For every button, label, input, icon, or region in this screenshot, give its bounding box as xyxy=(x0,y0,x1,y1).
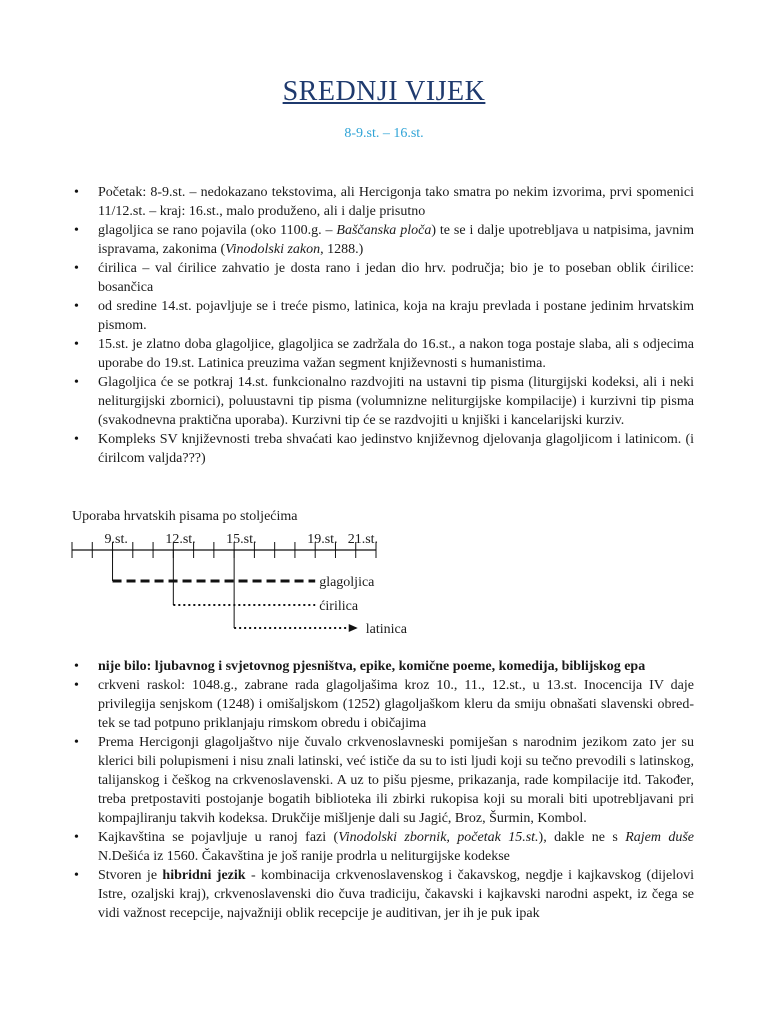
list-item-text: Vinodolski zakon xyxy=(225,242,321,257)
list-item-text: nije bilo: ljubavnog i svjetovnog pjesništva, epike, komične poeme, komedija, biblijskog epa xyxy=(98,659,646,674)
bullet-list-details xyxy=(72,657,694,923)
list-item xyxy=(72,828,694,866)
list-item-text: Baščanska ploča xyxy=(336,223,432,238)
axis-tick-label: 12.st. xyxy=(165,532,196,547)
series-label: latinica xyxy=(365,622,407,637)
axis-tick-label: 15.st. xyxy=(226,532,257,547)
page-subtitle: 8-9.st. – 16.st. xyxy=(344,126,424,141)
list-item xyxy=(72,866,694,923)
list-item-text: Glagoljica će se potkraj 14.st. funkcionalno razdvojiti na ustavni tip pisma (liturgijski kodeksi, ali i neki neliturgijski zbornici), poluustavni tip pisma (volumnizne neliturgijske kompilacije) i kurzivni tip pisma (svakodnevna praktična uporaba). Kurzivni tip će se razdvojiti u knjiški i kancelarijski kurziv. xyxy=(98,375,694,428)
list-item-text: ) te se i dalje upotrebljava u natpisima, javnim ispravama, zakonima ( xyxy=(98,223,694,257)
list-item-text: N.Dešića iz 1560. Čakavština je još ranije prodrla u neliturgijske kodekse xyxy=(98,849,510,864)
timeline-caption: Uporaba hrvatskih pisama po stoljećima xyxy=(72,509,298,524)
list-item-text: od sredine 14.st. pojavljuje se i treće pismo, latinica, koja na kraju prevlada i postane jedinim hrvatskim pismom. xyxy=(98,299,694,333)
list-item-text: crkveni raskol: 1048.g., zabrane rada glagoljašima kroz 10., 11., 12.st., u 13.st. Inocencija IV daje privilegija senjskom (1248) i omišaljskom (1252) glagoljaškom kleru da smiju obnašati slavenski obred- tek se tad potpuno priklanjaju rimskom obredu i običajima xyxy=(98,678,694,731)
list-item-text: glagoljica se rano pojavila (oko 1100.g. – xyxy=(98,223,337,238)
list-item xyxy=(72,676,694,733)
list-item-text: Prema Hercigonji glagoljaštvo nije čuvalo crkvenoslavneski pomiješan s narodnim jezikom zato jer su klerici bili polupismeni i nisu znali latinski, već ističe da su to isti ljudi koji su tečno prevodili s latinskog, talijanskog i češkog na crkvenoslavenski. A uz to pišu pjesme, prikazanja, rade kompilacije itd. Također, treba pretpostaviti postojanje bogatih biblioteka ili zbirki rukopisa koji su morali biti upotrebljavani pri kompajliranju takvih kodeksa. Drukčije mišljenje dali su Jagić, Broz, Šurmin, Kombol. xyxy=(98,735,694,826)
list-item xyxy=(72,657,694,676)
list-item-text: Kompleks SV književnosti treba shvaćati kao jedinstvo književnog djelovanja glagoljicom i latinicom. (i ćirilcom valjda???) xyxy=(98,432,694,466)
list-item-text: 15.st. je zlatno doba glagoljice, glagoljica se zadržala do 16.st., a nakon toga postaje slaba, ali s odjecima uporabe do 19.st. Latinica preuzima važan segment književnosti s humanistima. xyxy=(98,337,694,371)
axis-tick-label: 21.st. xyxy=(347,532,379,547)
series-arrowhead xyxy=(349,624,358,632)
axis-tick-label: 9.st. xyxy=(104,532,128,547)
list-item-text: Početak: 8-9.st. – nedokazano tekstovima, ali Hercigonja tako smatra po nekim izvorima, prvi spomenici 11/12.st. – kraj: 16.st., malo produženo, ali i dalje prisutno xyxy=(98,185,694,219)
list-item-text: - kombinacija crkvenoslavenskog i čakavskog, negdje i kajkavskog (dijelovi Istre, ozaljski kraj), crkvenoslavenski dio čuva tradiciju, čakavski i kajkavski narodni aspekt, iz čega se vidi važnost recepcije, najvažniji oblik recepcije je auditivan, jer ih je puk ipak xyxy=(98,868,694,921)
series-label: ćirilica xyxy=(319,599,359,614)
list-item-text: hibridni jezik xyxy=(162,868,246,883)
axis-tick-label: 19.st. xyxy=(307,532,338,547)
list-item-text: Rajem duše xyxy=(625,830,694,845)
list-item-text: Kajkavština se pojavljuje u ranoj fazi ( xyxy=(98,830,339,845)
list-item-text: ćirilica – val ćirilice zahvatio je dosta rano i jedan dio hrv. područja; bio je to poseban oblik ćirilice: bosančica xyxy=(98,261,694,295)
list-item-text: ), dakle ne s xyxy=(538,830,626,845)
page-title: SREDNJI VIJEK xyxy=(282,76,486,107)
series-label: glagoljica xyxy=(319,575,375,590)
list-item xyxy=(72,733,694,828)
list-item-text: Stvoren je xyxy=(98,868,163,883)
list-item-text: , 1288.) xyxy=(320,242,364,257)
list-item-text: Vinodolski zbornik, početak 15.st. xyxy=(338,830,539,845)
